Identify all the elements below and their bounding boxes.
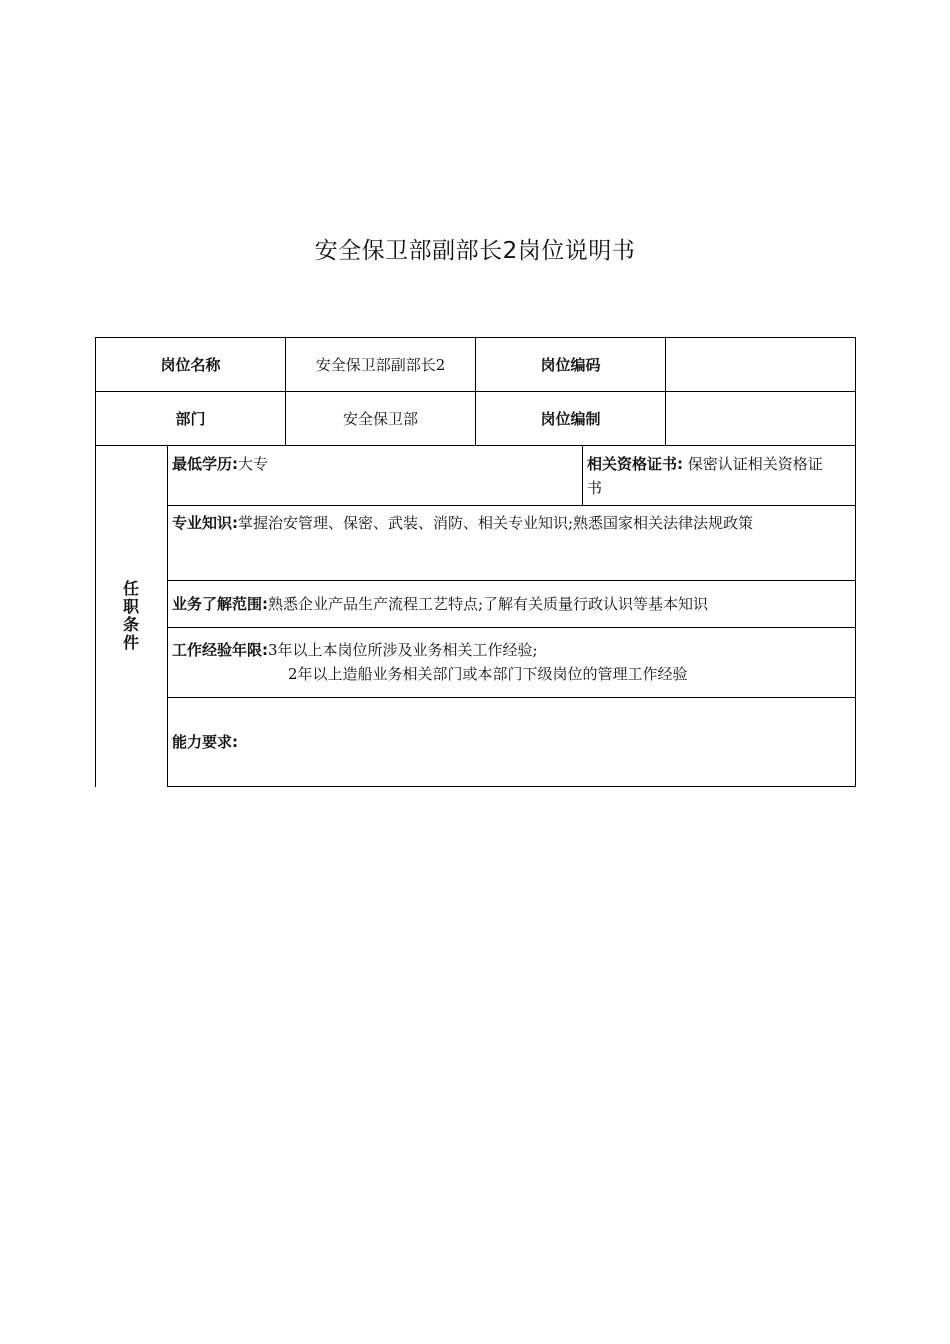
position-name-label: 岗位名称 [160,356,221,374]
position-code-label: 岗位编码 [540,356,601,374]
qualifications-section-label: 任 职 条 件 [122,579,139,652]
education-value: 大专 [238,455,269,473]
experience-value-line1: 3年以上本岗位所涉及业务相关工作经验; [268,641,538,659]
ability-label: 能力要求: [172,733,238,751]
certificate-value-cont: 书 [587,479,603,497]
position-name-value: 安全保卫部副部长2 [315,356,446,374]
business-scope-value: 熟悉企业产品生产流程工艺特点;了解有关质量行政认识等基本知识 [268,595,709,613]
knowledge-field [172,511,753,535]
position-code-value [666,338,855,391]
column-divider [582,445,583,506]
headcount-value [666,392,855,445]
education-label: 最低学历: [172,455,238,473]
headcount-label: 岗位编制 [540,410,601,428]
row-divider [167,580,856,581]
column-divider [167,445,168,787]
certificate-field [587,452,855,500]
table-right-border [855,337,856,787]
department-value: 安全保卫部 [342,410,418,428]
experience-field [172,638,538,662]
row-divider [167,697,856,698]
table-bottom-border [167,786,856,787]
experience-label: 工作经验年限: [172,641,268,659]
row-divider [167,627,856,628]
business-scope-label: 业务了解范围: [172,595,268,613]
experience-value-line2: 2年以上造船业务相关部门或本部门下级岗位的管理工作经验 [288,665,688,683]
education-field [172,452,268,476]
document-title: 安全保卫部副部长2岗位说明书 [314,238,636,264]
ability-field [172,730,238,754]
business-scope-field [172,592,708,616]
row-divider [167,505,856,506]
knowledge-value: 掌握治安管理、保密、武装、消防、相关专业知识;熟悉国家相关法律法规政策 [238,514,754,532]
certificate-label: 相关资格证书: [587,455,683,473]
department-label: 部门 [175,410,206,428]
certificate-value: 保密认证相关资格证 [683,455,823,473]
knowledge-label: 专业知识: [172,514,238,532]
